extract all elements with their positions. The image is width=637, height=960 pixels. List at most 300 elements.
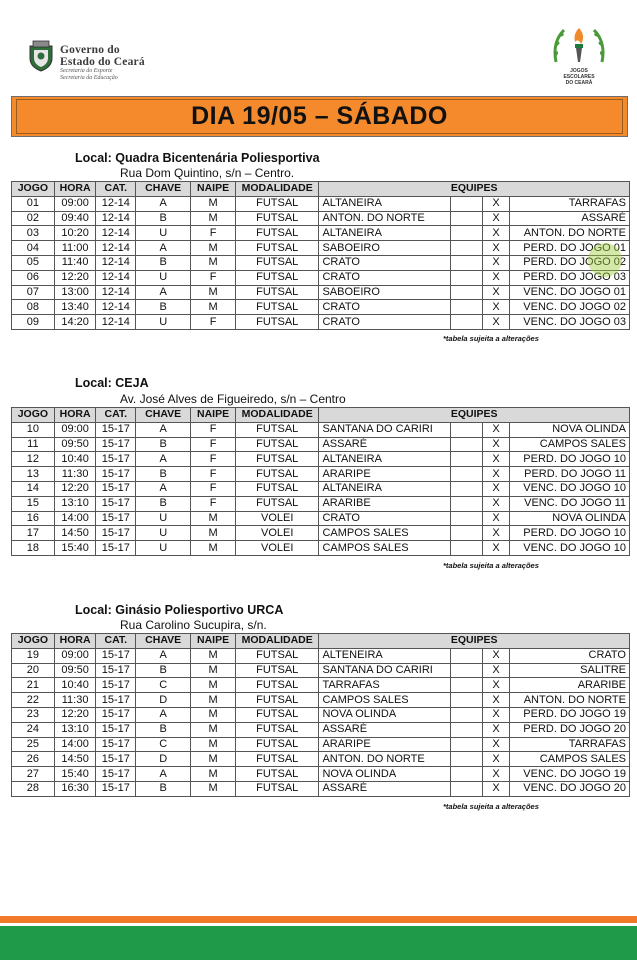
gov-line1: Governo do	[60, 44, 120, 56]
team1-cell: CAMPOS SALES	[319, 693, 450, 708]
table-row	[12, 211, 630, 226]
versus-cell: X	[483, 226, 509, 241]
versus-cell: X	[483, 511, 509, 526]
game-number-cell: 14	[12, 481, 55, 496]
sport-cell: FUTSAL	[235, 255, 318, 270]
spacer-cell	[450, 452, 483, 467]
table-header-row	[12, 408, 630, 423]
versus-cell: X	[483, 241, 509, 256]
sport-cell: FUTSAL	[235, 285, 318, 300]
column-header: NAIPE	[191, 182, 236, 197]
spacer-cell	[450, 315, 483, 330]
sport-cell: FUTSAL	[235, 481, 318, 496]
section-3-address: Rua Carolino Sucupira, s/n.	[120, 618, 267, 632]
time-cell: 11:30	[54, 693, 96, 708]
column-header: CAT.	[96, 634, 136, 649]
team1-cell: ANTON. DO NORTE	[319, 752, 450, 767]
group-cell: B	[136, 467, 191, 482]
spacer-cell	[450, 226, 483, 241]
spacer-cell	[450, 467, 483, 482]
spacer-cell	[450, 437, 483, 452]
gender-cell: M	[191, 752, 236, 767]
column-header: CAT.	[96, 182, 136, 197]
category-cell: 15-17	[96, 707, 136, 722]
section-2-local: Local: CEJA	[75, 376, 149, 390]
game-number-cell: 20	[12, 663, 55, 678]
gender-cell: M	[191, 707, 236, 722]
group-cell: U	[136, 270, 191, 285]
team1-cell: ALTANEIRA	[319, 196, 450, 211]
versus-cell: X	[483, 285, 509, 300]
sport-cell: FUTSAL	[235, 767, 318, 782]
footer-stripe-orange	[0, 916, 637, 923]
team1-cell: CRATO	[319, 511, 450, 526]
category-cell: 15-17	[96, 737, 136, 752]
spacer-cell	[450, 511, 483, 526]
versus-cell: X	[483, 437, 509, 452]
time-cell: 11:30	[54, 467, 96, 482]
spacer-cell	[450, 211, 483, 226]
team1-cell: CRATO	[319, 315, 450, 330]
gender-cell: M	[191, 663, 236, 678]
sport-cell: FUTSAL	[235, 752, 318, 767]
versus-cell: X	[483, 481, 509, 496]
column-header: NAIPE	[191, 408, 236, 423]
column-header: CHAVE	[136, 408, 191, 423]
game-number-cell: 10	[12, 422, 55, 437]
spacer-cell	[450, 196, 483, 211]
team1-cell: ASSARÉ	[319, 781, 450, 796]
gov-sub1: Secretaria do Esporte	[60, 68, 113, 74]
time-cell: 13:40	[54, 300, 96, 315]
gov-sub2: Secretaria da Educação	[60, 75, 118, 81]
section-2-note: *tabela sujeita a alterações	[443, 561, 539, 570]
table-row	[12, 315, 630, 330]
sport-cell: FUTSAL	[235, 781, 318, 796]
spacer-cell	[450, 526, 483, 541]
team2-cell: ARARIBE	[509, 678, 629, 693]
section-3-note: *tabela sujeita a alterações	[443, 802, 539, 811]
team2-cell: CAMPOS SALES	[509, 437, 629, 452]
team2-cell: ASSARÉ	[509, 211, 629, 226]
group-cell: B	[136, 781, 191, 796]
gender-cell: M	[191, 648, 236, 663]
table-row	[12, 255, 630, 270]
group-cell: B	[136, 663, 191, 678]
team2-cell: CRATO	[509, 648, 629, 663]
column-header: MODALIDADE	[235, 408, 318, 423]
time-cell: 09:50	[54, 663, 96, 678]
time-cell: 14:50	[54, 526, 96, 541]
table-row	[12, 707, 630, 722]
versus-cell: X	[483, 467, 509, 482]
category-cell: 15-17	[96, 781, 136, 796]
table-row	[12, 226, 630, 241]
spacer-cell	[450, 707, 483, 722]
section-1-note: *tabela sujeita a alterações	[443, 334, 539, 343]
time-cell: 11:40	[54, 255, 96, 270]
group-cell: A	[136, 481, 191, 496]
gender-cell: M	[191, 285, 236, 300]
spacer-cell	[450, 693, 483, 708]
sport-cell: FUTSAL	[235, 663, 318, 678]
game-number-cell: 25	[12, 737, 55, 752]
sport-cell: VOLEI	[235, 526, 318, 541]
team1-cell: SABOEIRO	[319, 241, 450, 256]
sport-cell: FUTSAL	[235, 437, 318, 452]
team2-cell: SALITRE	[509, 663, 629, 678]
time-cell: 14:20	[54, 315, 96, 330]
team2-cell: PERD. DO JOGO 01	[509, 241, 629, 256]
table-row	[12, 648, 630, 663]
versus-cell: X	[483, 678, 509, 693]
game-number-cell: 02	[12, 211, 55, 226]
sport-cell: FUTSAL	[235, 315, 318, 330]
jogos-line1: JOGOS	[570, 68, 588, 74]
table-row	[12, 722, 630, 737]
game-number-cell: 27	[12, 767, 55, 782]
section-1-address: Rua Dom Quintino, s/n – Centro.	[120, 166, 295, 180]
team1-cell: ARARIPE	[319, 737, 450, 752]
table-row	[12, 781, 630, 796]
spacer-cell	[450, 481, 483, 496]
game-number-cell: 24	[12, 722, 55, 737]
game-number-cell: 26	[12, 752, 55, 767]
team1-cell: NOVA OLINDA	[319, 707, 450, 722]
table-row	[12, 737, 630, 752]
group-cell: B	[136, 722, 191, 737]
table-row	[12, 241, 630, 256]
team1-cell: SANTANA DO CARIRI	[319, 422, 450, 437]
spacer-cell	[450, 270, 483, 285]
gender-cell: M	[191, 767, 236, 782]
group-cell: U	[136, 541, 191, 556]
game-number-cell: 05	[12, 255, 55, 270]
schedule-table-2	[11, 407, 630, 556]
team1-cell: SABOEIRO	[319, 285, 450, 300]
team2-cell: VENC. DO JOGO 20	[509, 781, 629, 796]
gender-cell: M	[191, 526, 236, 541]
category-cell: 12-14	[96, 270, 136, 285]
table-row	[12, 752, 630, 767]
group-cell: A	[136, 767, 191, 782]
gender-cell: F	[191, 315, 236, 330]
gender-cell: F	[191, 481, 236, 496]
spacer-cell	[450, 722, 483, 737]
versus-cell: X	[483, 315, 509, 330]
team2-cell: NOVA OLINDA	[509, 422, 629, 437]
gender-cell: M	[191, 722, 236, 737]
time-cell: 15:40	[54, 541, 96, 556]
sport-cell: FUTSAL	[235, 737, 318, 752]
gender-cell: F	[191, 437, 236, 452]
column-header: MODALIDADE	[235, 182, 318, 197]
spacer-cell	[450, 737, 483, 752]
group-cell: U	[136, 226, 191, 241]
category-cell: 12-14	[96, 255, 136, 270]
sport-cell: FUTSAL	[235, 722, 318, 737]
gender-cell: M	[191, 781, 236, 796]
group-cell: B	[136, 211, 191, 226]
category-cell: 12-14	[96, 226, 136, 241]
category-cell: 12-14	[96, 315, 136, 330]
versus-cell: X	[483, 496, 509, 511]
column-header: EQUIPES	[319, 182, 630, 197]
schedule-table-1	[11, 181, 630, 330]
category-cell: 15-17	[96, 752, 136, 767]
time-cell: 12:20	[54, 707, 96, 722]
category-cell: 15-17	[96, 767, 136, 782]
team2-cell: PERD. DO JOGO 03	[509, 270, 629, 285]
footer-stripe-green	[0, 926, 637, 960]
table-row	[12, 481, 630, 496]
sport-cell: FUTSAL	[235, 196, 318, 211]
sport-cell: FUTSAL	[235, 241, 318, 256]
time-cell: 11:00	[54, 241, 96, 256]
game-number-cell: 22	[12, 693, 55, 708]
versus-cell: X	[483, 300, 509, 315]
versus-cell: X	[483, 737, 509, 752]
table-row	[12, 693, 630, 708]
team2-cell: PERD. DO JOGO 02	[509, 255, 629, 270]
category-cell: 15-17	[96, 437, 136, 452]
category-cell: 12-14	[96, 241, 136, 256]
time-cell: 13:00	[54, 285, 96, 300]
category-cell: 15-17	[96, 648, 136, 663]
group-cell: A	[136, 452, 191, 467]
team1-cell: ASSARÉ	[319, 437, 450, 452]
table-row	[12, 663, 630, 678]
team1-cell: ASSARÉ	[319, 722, 450, 737]
time-cell: 16:30	[54, 781, 96, 796]
sport-cell: FUTSAL	[235, 300, 318, 315]
game-number-cell: 09	[12, 315, 55, 330]
column-header: CHAVE	[136, 182, 191, 197]
group-cell: A	[136, 707, 191, 722]
team2-cell: ANTON. DO NORTE	[509, 226, 629, 241]
schedule-table-3	[11, 633, 630, 797]
time-cell: 13:10	[54, 722, 96, 737]
versus-cell: X	[483, 767, 509, 782]
team1-cell: SANTANA DO CARIRI	[319, 663, 450, 678]
team2-cell: NOVA OLINDA	[509, 511, 629, 526]
game-number-cell: 16	[12, 511, 55, 526]
team2-cell: VENC. DO JOGO 01	[509, 285, 629, 300]
category-cell: 15-17	[96, 452, 136, 467]
game-number-cell: 06	[12, 270, 55, 285]
sport-cell: FUTSAL	[235, 678, 318, 693]
table-row	[12, 767, 630, 782]
group-cell: A	[136, 285, 191, 300]
spacer-cell	[450, 678, 483, 693]
gender-cell: M	[191, 196, 236, 211]
game-number-cell: 19	[12, 648, 55, 663]
team2-cell: VENC. DO JOGO 03	[509, 315, 629, 330]
table-header-row	[12, 182, 630, 197]
spacer-cell	[450, 541, 483, 556]
gender-cell: F	[191, 452, 236, 467]
gender-cell: F	[191, 226, 236, 241]
sport-cell: FUTSAL	[235, 693, 318, 708]
time-cell: 14:50	[54, 752, 96, 767]
category-cell: 15-17	[96, 481, 136, 496]
group-cell: B	[136, 496, 191, 511]
versus-cell: X	[483, 270, 509, 285]
versus-cell: X	[483, 781, 509, 796]
gender-cell: M	[191, 241, 236, 256]
versus-cell: X	[483, 693, 509, 708]
jogos-line3: DO CEARÁ	[565, 80, 593, 86]
category-cell: 15-17	[96, 678, 136, 693]
versus-cell: X	[483, 707, 509, 722]
spacer-cell	[450, 648, 483, 663]
category-cell: 15-17	[96, 511, 136, 526]
sport-cell: FUTSAL	[235, 452, 318, 467]
column-header: MODALIDADE	[235, 634, 318, 649]
team2-cell: PERD. DO JOGO 10	[509, 526, 629, 541]
team2-cell: PERD. DO JOGO 19	[509, 707, 629, 722]
column-header: JOGO	[12, 408, 55, 423]
team2-cell: CAMPOS SALES	[509, 752, 629, 767]
table-row	[12, 678, 630, 693]
versus-cell: X	[483, 648, 509, 663]
time-cell: 13:10	[54, 496, 96, 511]
team1-cell: CAMPOS SALES	[319, 526, 450, 541]
table-row	[12, 452, 630, 467]
game-number-cell: 17	[12, 526, 55, 541]
column-header: EQUIPES	[319, 634, 630, 649]
table-header-row	[12, 634, 630, 649]
group-cell: B	[136, 255, 191, 270]
gender-cell: M	[191, 255, 236, 270]
team2-cell: TARRAFAS	[509, 196, 629, 211]
table-row	[12, 467, 630, 482]
versus-cell: X	[483, 526, 509, 541]
group-cell: B	[136, 437, 191, 452]
gender-cell: F	[191, 467, 236, 482]
time-cell: 14:00	[54, 511, 96, 526]
column-header: HORA	[54, 182, 96, 197]
group-cell: B	[136, 300, 191, 315]
sport-cell: FUTSAL	[235, 226, 318, 241]
table-row	[12, 541, 630, 556]
team1-cell: CAMPOS SALES	[319, 541, 450, 556]
game-number-cell: 11	[12, 437, 55, 452]
column-header: CAT.	[96, 408, 136, 423]
versus-cell: X	[483, 541, 509, 556]
group-cell: A	[136, 196, 191, 211]
category-cell: 15-17	[96, 526, 136, 541]
time-cell: 09:50	[54, 437, 96, 452]
team1-cell: ANTON. DO NORTE	[319, 211, 450, 226]
game-number-cell: 03	[12, 226, 55, 241]
team1-cell: ARARIBE	[319, 496, 450, 511]
game-number-cell: 28	[12, 781, 55, 796]
touch-highlight	[588, 243, 622, 277]
team2-cell: TARRAFAS	[509, 737, 629, 752]
table-row	[12, 496, 630, 511]
sport-cell: FUTSAL	[235, 422, 318, 437]
time-cell: 09:00	[54, 422, 96, 437]
sport-cell: VOLEI	[235, 511, 318, 526]
group-cell: A	[136, 422, 191, 437]
team1-cell: CRATO	[319, 255, 450, 270]
table-row	[12, 437, 630, 452]
gender-cell: M	[191, 211, 236, 226]
sport-cell: FUTSAL	[235, 707, 318, 722]
team1-cell: ALTANEIRA	[319, 452, 450, 467]
game-number-cell: 01	[12, 196, 55, 211]
category-cell: 15-17	[96, 541, 136, 556]
team2-cell: VENC. DO JOGO 02	[509, 300, 629, 315]
category-cell: 15-17	[96, 496, 136, 511]
time-cell: 09:40	[54, 211, 96, 226]
gender-cell: M	[191, 678, 236, 693]
game-number-cell: 15	[12, 496, 55, 511]
table-row	[12, 285, 630, 300]
group-cell: D	[136, 693, 191, 708]
team2-cell: VENC. DO JOGO 10	[509, 541, 629, 556]
category-cell: 12-14	[96, 300, 136, 315]
time-cell: 09:00	[54, 196, 96, 211]
versus-cell: X	[483, 422, 509, 437]
section-1-local: Local: Quadra Bicentenária Poliesportiva	[75, 151, 320, 165]
section-3-local: Local: Ginásio Poliesportivo URCA	[75, 603, 284, 617]
category-cell: 12-14	[96, 196, 136, 211]
versus-cell: X	[483, 663, 509, 678]
team1-cell: NOVA OLINDA	[319, 767, 450, 782]
game-number-cell: 12	[12, 452, 55, 467]
category-cell: 15-17	[96, 663, 136, 678]
team1-cell: ALTANEIRA	[319, 226, 450, 241]
spacer-cell	[450, 496, 483, 511]
group-cell: A	[136, 241, 191, 256]
ceara-coat-of-arms-icon	[27, 40, 55, 72]
versus-cell: X	[483, 752, 509, 767]
group-cell: C	[136, 737, 191, 752]
game-number-cell: 04	[12, 241, 55, 256]
game-number-cell: 18	[12, 541, 55, 556]
gender-cell: F	[191, 496, 236, 511]
versus-cell: X	[483, 211, 509, 226]
game-number-cell: 08	[12, 300, 55, 315]
table-row	[12, 422, 630, 437]
column-header: HORA	[54, 408, 96, 423]
sport-cell: FUTSAL	[235, 270, 318, 285]
team1-cell: CRATO	[319, 270, 450, 285]
spacer-cell	[450, 285, 483, 300]
title-banner	[11, 96, 628, 137]
spacer-cell	[450, 752, 483, 767]
time-cell: 10:20	[54, 226, 96, 241]
table-row	[12, 511, 630, 526]
category-cell: 15-17	[96, 722, 136, 737]
column-header: HORA	[54, 634, 96, 649]
team2-cell: PERD. DO JOGO 11	[509, 467, 629, 482]
gender-cell: M	[191, 511, 236, 526]
column-header: EQUIPES	[319, 408, 630, 423]
versus-cell: X	[483, 722, 509, 737]
jogos-line2: ESCOLARES	[563, 74, 595, 80]
spacer-cell	[450, 663, 483, 678]
gender-cell: M	[191, 693, 236, 708]
category-cell: 15-17	[96, 693, 136, 708]
sport-cell: FUTSAL	[235, 496, 318, 511]
sport-cell: VOLEI	[235, 541, 318, 556]
time-cell: 14:00	[54, 737, 96, 752]
jogos-escolares-logo-icon	[548, 22, 610, 92]
category-cell: 12-14	[96, 285, 136, 300]
